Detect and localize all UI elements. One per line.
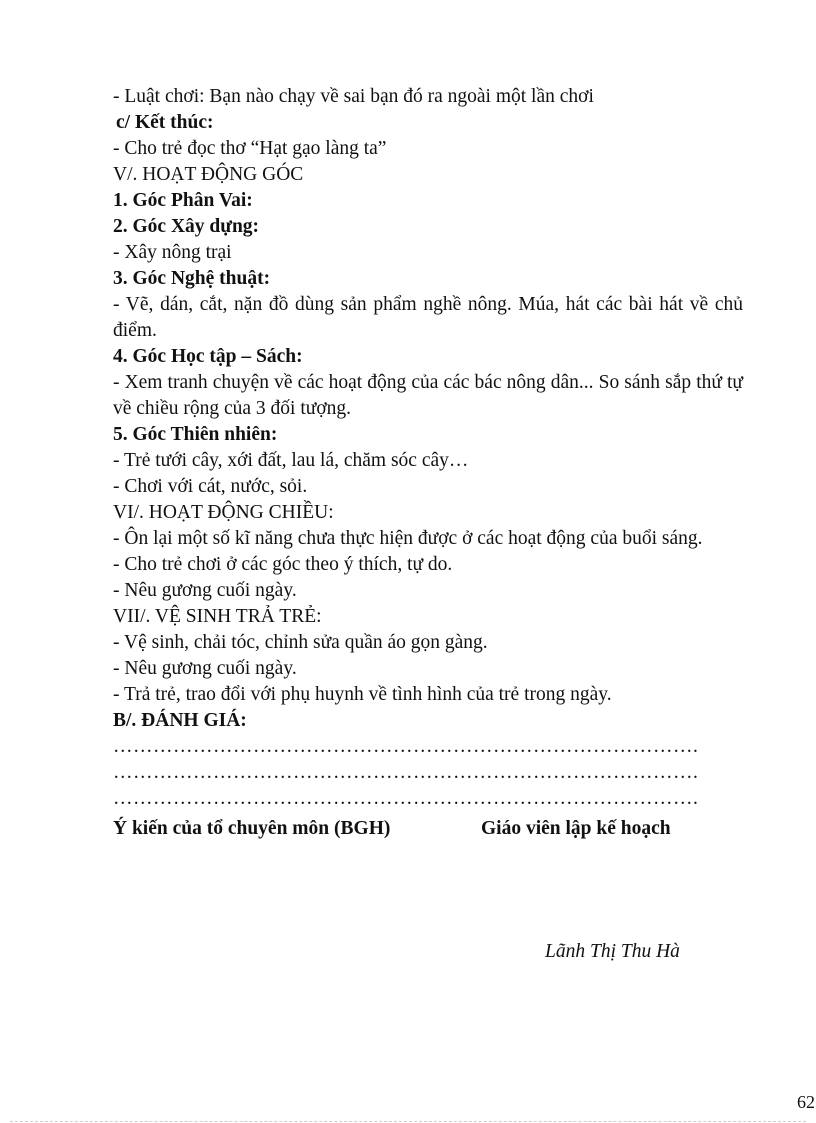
- text-line: - Trả trẻ, trao đổi với phụ huynh về tình hình của trẻ trong ngày.: [113, 684, 612, 705]
- page-number: 62: [797, 1092, 815, 1112]
- text-line: - Xem tranh chuyện về các hoạt động của các bác nông dân... So sánh sắp thứ tự về chiều rộng của 3 đối tượng.: [113, 372, 743, 419]
- evaluation-dotted-lines: [113, 734, 743, 812]
- text-line: - Vệ sinh, chải tóc, chỉnh sửa quần áo gọn gàng.: [113, 632, 488, 653]
- text-line: - Nêu gương cuối ngày.: [113, 580, 297, 601]
- text-line: - Cho trẻ chơi ở các góc theo ý thích, tự do.: [113, 554, 453, 575]
- text-line: V/. HOẠT ĐỘNG GÓC: [113, 164, 304, 185]
- section-heading: 1. Góc Phân Vai:: [113, 190, 253, 211]
- page-bottom-divider: [10, 1121, 806, 1122]
- dotted-line: …………………………………………………………………………….: [113, 762, 699, 783]
- text-line: - Ôn lại một số kĩ năng chưa thực hiện được ở các hoạt động của buổi sáng.: [113, 528, 703, 549]
- text-line: VII/. VỆ SINH TRẢ TRẺ:: [113, 606, 322, 627]
- text-line: - Vẽ, dán, cắt, nặn đồ dùng sản phẩm nghề nông. Múa, hát các bài hát về chủ điểm.: [113, 294, 743, 341]
- section-heading: 2. Góc Xây dựng:: [113, 216, 260, 237]
- section-heading: 4. Góc Học tập – Sách:: [113, 346, 303, 367]
- text-line: - Cho trẻ đọc thơ “Hạt gạo làng ta”: [113, 138, 387, 159]
- dotted-line: …………………………………………………………………………….: [113, 736, 699, 757]
- signature-row: [113, 816, 743, 846]
- text-line: - Xây nông trại: [113, 242, 232, 263]
- section-heading: B/. ĐÁNH GIÁ:: [113, 710, 247, 731]
- text-line: - Luật chơi: Bạn nào chạy về sai bạn đó ra ngoài một lần chơi: [113, 86, 594, 107]
- teacher-plan-label: Giáo viên lập kế hoạch: [481, 818, 671, 839]
- text-line: - Chơi với cát, nước, sỏi.: [113, 476, 308, 497]
- document-body: [113, 84, 743, 846]
- section-heading: 5. Góc Thiên nhiên:: [113, 424, 278, 445]
- signer-name: Lãnh Thị Thu Hà: [545, 941, 680, 962]
- dotted-line: …………………………………………………………………………….: [113, 788, 699, 809]
- text-lines: [113, 84, 743, 734]
- text-line: VI/. HOẠT ĐỘNG CHIỀU:: [113, 502, 334, 523]
- text-line: - Nêu gương cuối ngày.: [113, 658, 297, 679]
- text-line: - Trẻ tưới cây, xới đất, lau lá, chăm sóc cây…: [113, 450, 469, 471]
- section-heading: 3. Góc Nghệ thuật:: [113, 268, 271, 289]
- section-heading: c/ Kết thúc:: [116, 112, 214, 133]
- department-opinion-label: Ý kiến của tổ chuyên môn (BGH): [113, 818, 391, 839]
